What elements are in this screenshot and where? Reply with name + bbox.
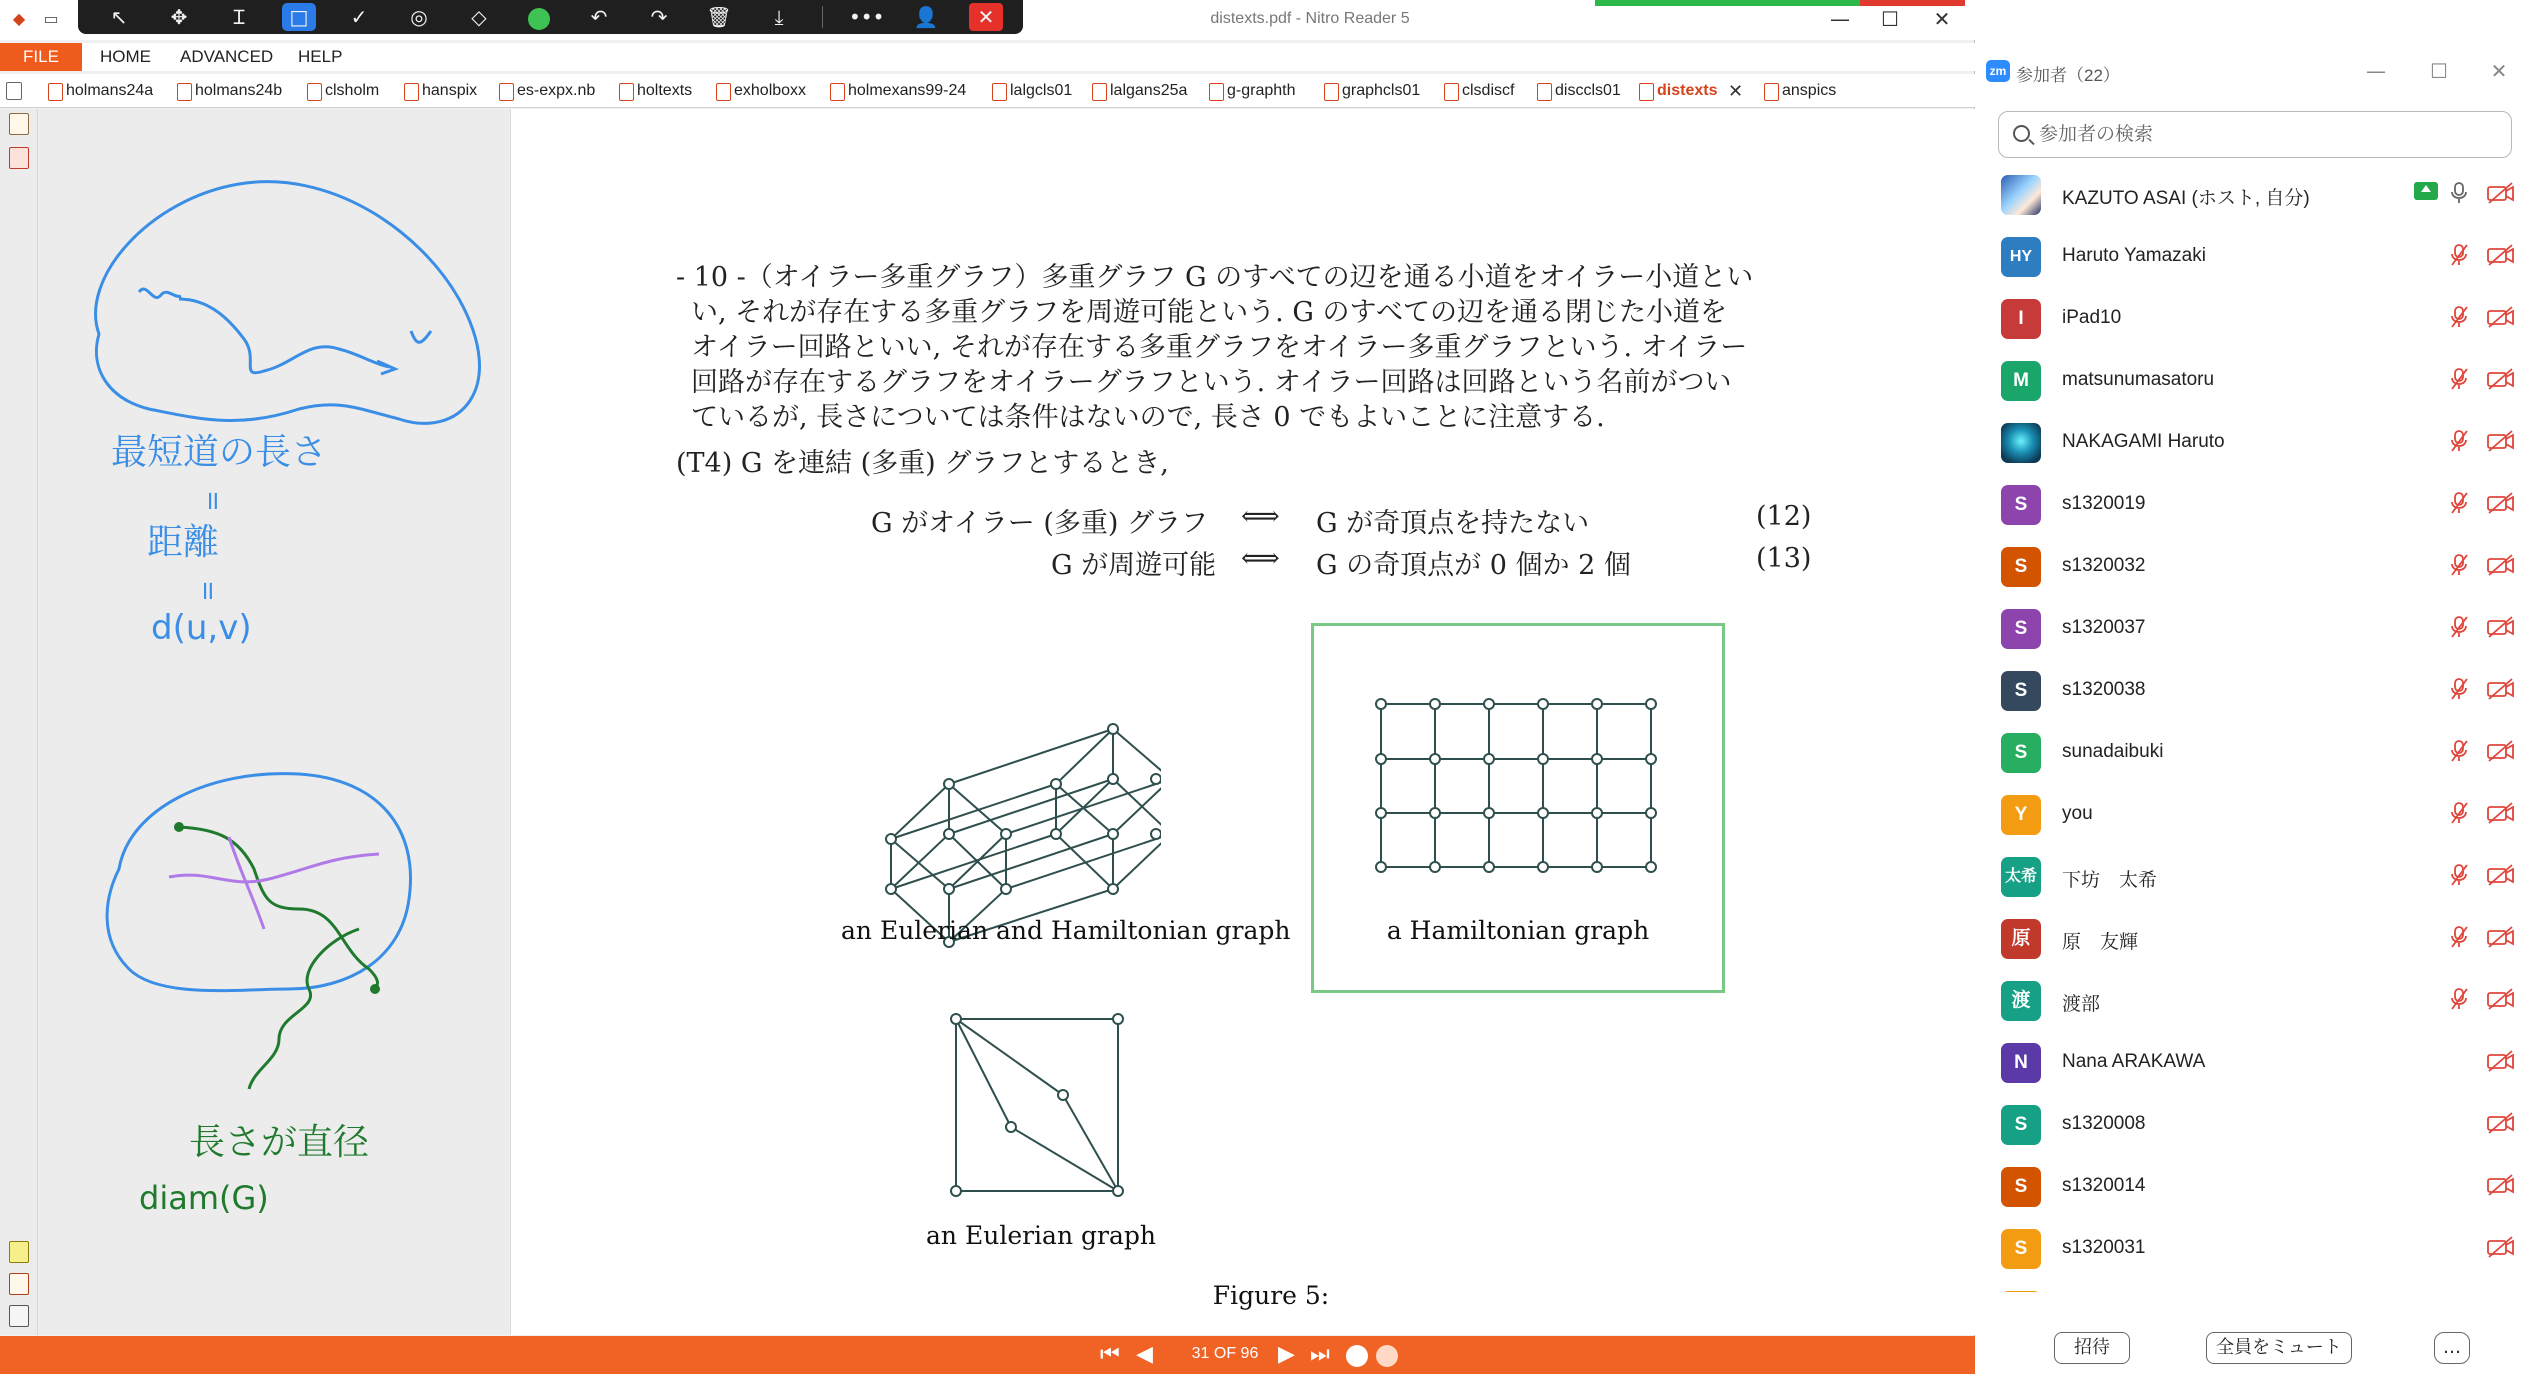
video-off-icon[interactable] [2486,739,2516,763]
participant-row[interactable] [1976,224,2533,286]
avatar: S [2001,547,2041,587]
check-stamp-icon[interactable]: ✓ [350,5,368,29]
minimize-button[interactable]: — [1830,7,1850,31]
participant-row[interactable] [1976,410,2533,472]
set-outline-stroke [96,182,480,424]
path-stroke [179,299,389,373]
participant-row[interactable] [1976,658,2533,720]
avatar: I [2001,299,2041,339]
redo-icon[interactable]: ↷ [650,5,668,29]
page-navigation-bar [0,1336,1975,1374]
annotation-toolbar [78,0,1023,34]
mute-all-button[interactable]: 全員をミュート [2206,1332,2352,1364]
forward-view-icon[interactable] [1376,1345,1398,1367]
diameter-end-dot [370,984,380,994]
avatar: Y [2001,795,2041,835]
zoom-logo-icon: zm [1986,60,2010,82]
quick-access [8,8,62,30]
note-distance: 距離 [147,522,220,563]
zoom-minimize-button[interactable]: — [2366,59,2386,83]
annotation-margin [39,109,509,1335]
diameter-path-2-stroke [249,929,359,1089]
annotator-user-icon[interactable]: 👤 [913,5,939,29]
participant-name: s1320032 [2062,555,2146,576]
window-title: distexts.pdf - Nitro Reader 5 [1210,10,1410,27]
participant-name: Nana ARAKAWA [2062,1051,2206,1072]
video-off-icon[interactable] [2486,863,2516,887]
participant-name: s1320008 [2062,1113,2146,1134]
paragraph-line-3: オイラー回路といい, それが存在する多重グラフをオイラー多重グラフという. オイラー [691,332,1748,363]
tab-anspics[interactable]: anspics [1760,78,1836,104]
mic-muted-icon[interactable] [2450,243,2468,267]
undo-icon[interactable]: ↶ [590,5,608,29]
pages-panel-icon[interactable] [9,147,29,169]
figure-caption: Figure 5: [1212,1281,1330,1310]
video-off-icon[interactable] [2486,181,2516,205]
eq13-number: (13) [1756,543,1812,574]
caption-hamiltonian: a Hamiltonian graph [1386,916,1650,945]
participant-search[interactable] [1998,111,2512,158]
toolbar-divider [822,6,823,28]
diameter-path-stroke [179,827,377,989]
handwriting-canvas [39,109,509,1335]
menu-home[interactable]: HOME [100,47,151,66]
menu-file[interactable]: FILE [0,43,82,71]
participant-row[interactable] [1976,534,2533,596]
tab-holmans24b[interactable]: holmans24b [173,78,282,104]
tab-g-graphth[interactable]: g-graphth [1205,78,1296,104]
close-button[interactable]: ✕ [1933,7,1951,31]
avatar: 渡 [2001,981,2041,1021]
video-off-icon[interactable] [2486,429,2516,453]
participant-name: Haruto Yamazaki [2062,245,2206,266]
tab-hanspix[interactable]: hanspix [400,78,477,104]
participant-list [1976,162,2533,1292]
note-equals-2: ॥ [199,576,215,606]
search-icon [2013,125,2030,142]
tab-clsholm[interactable]: clsholm [303,78,379,104]
participant-row[interactable] [1976,472,2533,534]
pdf-page [510,109,1975,1335]
avatar: HY [2001,237,2041,277]
video-off-icon[interactable] [2486,1049,2516,1073]
theorem-t4: (T4) G を連結 (多重) グラフとするとき, [676,448,1169,479]
eq13-iff: ⟺ [1241,543,1280,574]
tab-holmans24a[interactable]: holmans24a [44,78,153,104]
participant-row[interactable] [1976,906,2533,968]
ribbon-menu [0,43,1975,71]
mic-muted-icon[interactable] [2450,925,2468,949]
more-button[interactable]: … [2434,1332,2470,1364]
tab-holmexans99-24[interactable]: holmexans99-24 [826,78,966,104]
participant-row[interactable] [1976,844,2533,906]
participant-name: NAKAGAMI Haruto [2062,431,2225,452]
avatar: S [2001,1105,2041,1145]
note-diam-g: diam(G) [139,1179,269,1217]
mic-muted-icon[interactable] [2450,491,2468,515]
participant-name: 渡部 [2062,994,2101,1015]
video-off-icon[interactable] [2486,491,2516,515]
participant-row[interactable] [1976,1278,2533,1292]
search-input[interactable] [2039,122,2499,148]
tab-lalgcls01[interactable]: lalgcls01 [988,78,1072,104]
paragraph-line-5: ているが, 長さについては条件はないので, 長さ 0 でもよいことに注意する. [691,402,1605,433]
participant-row[interactable] [1976,162,2533,224]
next-page-button[interactable]: ▶ [1278,1342,1295,1367]
zoom-close-button[interactable]: ✕ [2490,59,2508,83]
move-icon[interactable]: ✥ [170,5,188,29]
mic-muted-icon[interactable] [2450,863,2468,887]
mic-muted-icon[interactable] [2450,305,2468,329]
text-icon[interactable]: Ɪ [233,5,245,29]
participant-name: s1320038 [2062,679,2146,700]
participant-name: you [2062,803,2093,824]
side-panel-strip [0,109,38,1335]
video-off-icon[interactable] [2486,925,2516,949]
hamiltonian-grid-graph [1371,689,1671,889]
paragraph-line-1: - 10 -（オイラー多重グラフ）多重グラフ G のすべての辺を通る小道をオイラー小道とい [676,262,1754,293]
vertex-v-stroke [411,331,431,342]
caption-eulerian: an Eulerian graph [926,1221,1156,1250]
video-off-icon[interactable] [2486,1111,2516,1135]
eq12-number: (12) [1756,501,1812,532]
participant-name: s1320014 [2062,1175,2146,1196]
menu-help[interactable]: HELP [298,47,343,66]
open-folder-icon[interactable]: ▭ [43,9,59,28]
close-annotation-icon[interactable]: ✕ [969,3,1003,31]
mic-muted-icon[interactable] [2450,615,2468,639]
video-off-icon[interactable] [2486,553,2516,577]
select-pointer-icon[interactable]: ↖ [110,5,128,29]
tab-clsdiscf[interactable]: clsdiscf [1440,78,1514,104]
paragraph-line-2: い, それが存在する多重グラフを周遊可能という. G のすべての辺を通る閉じた小道を [691,297,1727,328]
note-shortest-path-length: 最短道の長さ [111,432,328,473]
tab-es-expx[interactable]: es-expx.nb [495,78,595,104]
diameter-start-dot [174,822,184,832]
avatar: S [2001,1167,2041,1207]
comments-panel-icon[interactable] [9,1241,29,1263]
mic-muted-icon[interactable] [2450,987,2468,1011]
eulerian-graph [941,1009,1141,1209]
tab-graphcls01[interactable]: graphcls01 [1320,78,1420,104]
zoom-maximize-button[interactable]: ☐ [2430,59,2448,83]
video-off-icon[interactable] [2486,305,2516,329]
tab-list-icon[interactable] [6,82,22,100]
video-off-icon[interactable] [2486,367,2516,391]
previous-page-button[interactable]: ◀ [1136,1342,1153,1367]
color-picker-icon[interactable] [522,3,556,31]
tab-distexts[interactable]: distexts [1635,78,1717,104]
meeting-indicator-bar [1595,0,1965,6]
rectangle-icon[interactable]: □ [282,3,316,31]
video-off-icon[interactable] [2486,243,2516,267]
document-tabs [0,74,1975,108]
participant-name: iPad10 [2062,307,2122,328]
first-page-button[interactable]: ⏮ [1100,1342,1120,1367]
video-off-icon[interactable] [2486,677,2516,701]
nitro-logo-icon: ◆ [12,9,26,28]
participant-name: 原 友輝 [2062,932,2139,953]
menu-advanced[interactable]: ADVANCED [180,47,274,66]
tab-disccls01[interactable]: disccls01 [1533,78,1621,104]
mic-icon[interactable] [2450,181,2468,205]
avatar [2001,423,2041,463]
participant-name: s1320037 [2062,617,2146,638]
avatar [2001,1291,2041,1292]
video-off-icon[interactable] [2486,1235,2516,1259]
avatar: 太希 [2001,857,2041,897]
participant-row[interactable] [1976,968,2533,1030]
last-page-button[interactable]: ⏭ [1310,1342,1330,1367]
participant-row[interactable] [1976,1092,2533,1154]
avatar: S [2001,671,2041,711]
participant-row[interactable] [1976,1154,2533,1216]
note-d-u-v: d(u,v) [151,608,252,648]
save-download-icon[interactable]: ⤓ [774,5,784,29]
avatar [2001,175,2041,215]
video-off-icon[interactable] [2486,615,2516,639]
participant-row[interactable] [1976,782,2533,844]
mic-muted-icon[interactable] [2450,739,2468,763]
mic-muted-icon[interactable] [2450,367,2468,391]
zoom-footer [1976,1320,2533,1374]
participants-title: 参加者（22） [2016,66,2120,85]
zoom-participants-panel [1976,0,2533,1374]
tab-holtexts[interactable]: holtexts [615,78,692,104]
mic-muted-icon[interactable] [2450,801,2468,825]
video-off-icon[interactable] [2486,801,2516,825]
participant-row[interactable] [1976,1216,2533,1278]
participant-row[interactable] [1976,286,2533,348]
bookmarks-panel-icon[interactable] [9,113,29,135]
eq13-right: G の奇頂点が 0 個か 2 個 [1316,550,1631,581]
video-off-icon[interactable] [2486,987,2516,1011]
participant-row[interactable] [1976,720,2533,782]
video-off-icon[interactable] [2486,1173,2516,1197]
mic-muted-icon[interactable] [2450,553,2468,577]
eq13-left: G が周遊可能 [1051,550,1217,581]
eq12-iff: ⟺ [1241,501,1280,532]
avatar: N [2001,1043,2041,1083]
avatar: S [2001,485,2041,525]
participant-name: sunadaibuki [2062,741,2164,762]
maximize-button[interactable]: ☐ [1881,7,1899,31]
spotlight-icon[interactable]: ◎ [410,5,428,29]
caption-eulerian-hamiltonian: an Eulerian and Hamiltonian graph [841,916,1291,945]
eq12-left: G がオイラー (多重) グラフ [871,508,1209,539]
participant-name: matsunumasatoru [2062,369,2215,390]
note-length-is-diameter: 長さが直径 [189,1122,370,1163]
participant-name: s1320031 [2062,1237,2146,1258]
more-options-icon[interactable]: ••• [849,5,885,29]
avatar: M [2001,361,2041,401]
avatar: S [2001,609,2041,649]
avatar: 原 [2001,919,2041,959]
attachments-panel-icon[interactable] [9,1273,29,1295]
note-equals-1: ॥ [204,486,220,516]
clear-trash-icon[interactable]: 🗑 [706,5,732,29]
vertex-u-stroke [139,289,181,297]
back-view-icon[interactable] [1346,1345,1368,1367]
paragraph-line-4: 回路が存在するグラフをオイラーグラフという. オイラー回路は回路という名前がつい [691,367,1732,398]
eraser-icon[interactable]: ◇ [471,5,487,29]
avatar: S [2001,1229,2041,1269]
tab-exholboxx[interactable]: exholboxx [712,78,806,104]
tab-close-icon[interactable]: ✕ [1728,81,1744,101]
invite-button[interactable]: 招待 [2054,1332,2130,1364]
participant-name: s1320019 [2062,493,2146,514]
eulerian-hamiltonian-graph [871,649,1161,1009]
purple-path-stroke [169,854,379,882]
tab-lalgans25a[interactable]: lalgans25a [1088,78,1187,104]
participant-row[interactable] [1976,348,2533,410]
avatar: S [2001,733,2041,773]
participant-name: 下坊 太希 [2062,870,2158,891]
mic-muted-icon[interactable] [2450,429,2468,453]
eq12-right: G が奇頂点を持たない [1316,508,1590,539]
layers-panel-icon[interactable] [9,1305,29,1327]
participant-row[interactable] [1976,1030,2533,1092]
page-counter[interactable]: 31 OF 96 [1191,1345,1259,1362]
mic-muted-icon[interactable] [2450,677,2468,701]
participant-name: KAZUTO ASAI (ホスト, 自分) [2062,188,2310,209]
participant-row[interactable] [1976,596,2533,658]
screen-share-icon [2414,182,2438,200]
zoom-title-bar [1976,52,2533,92]
